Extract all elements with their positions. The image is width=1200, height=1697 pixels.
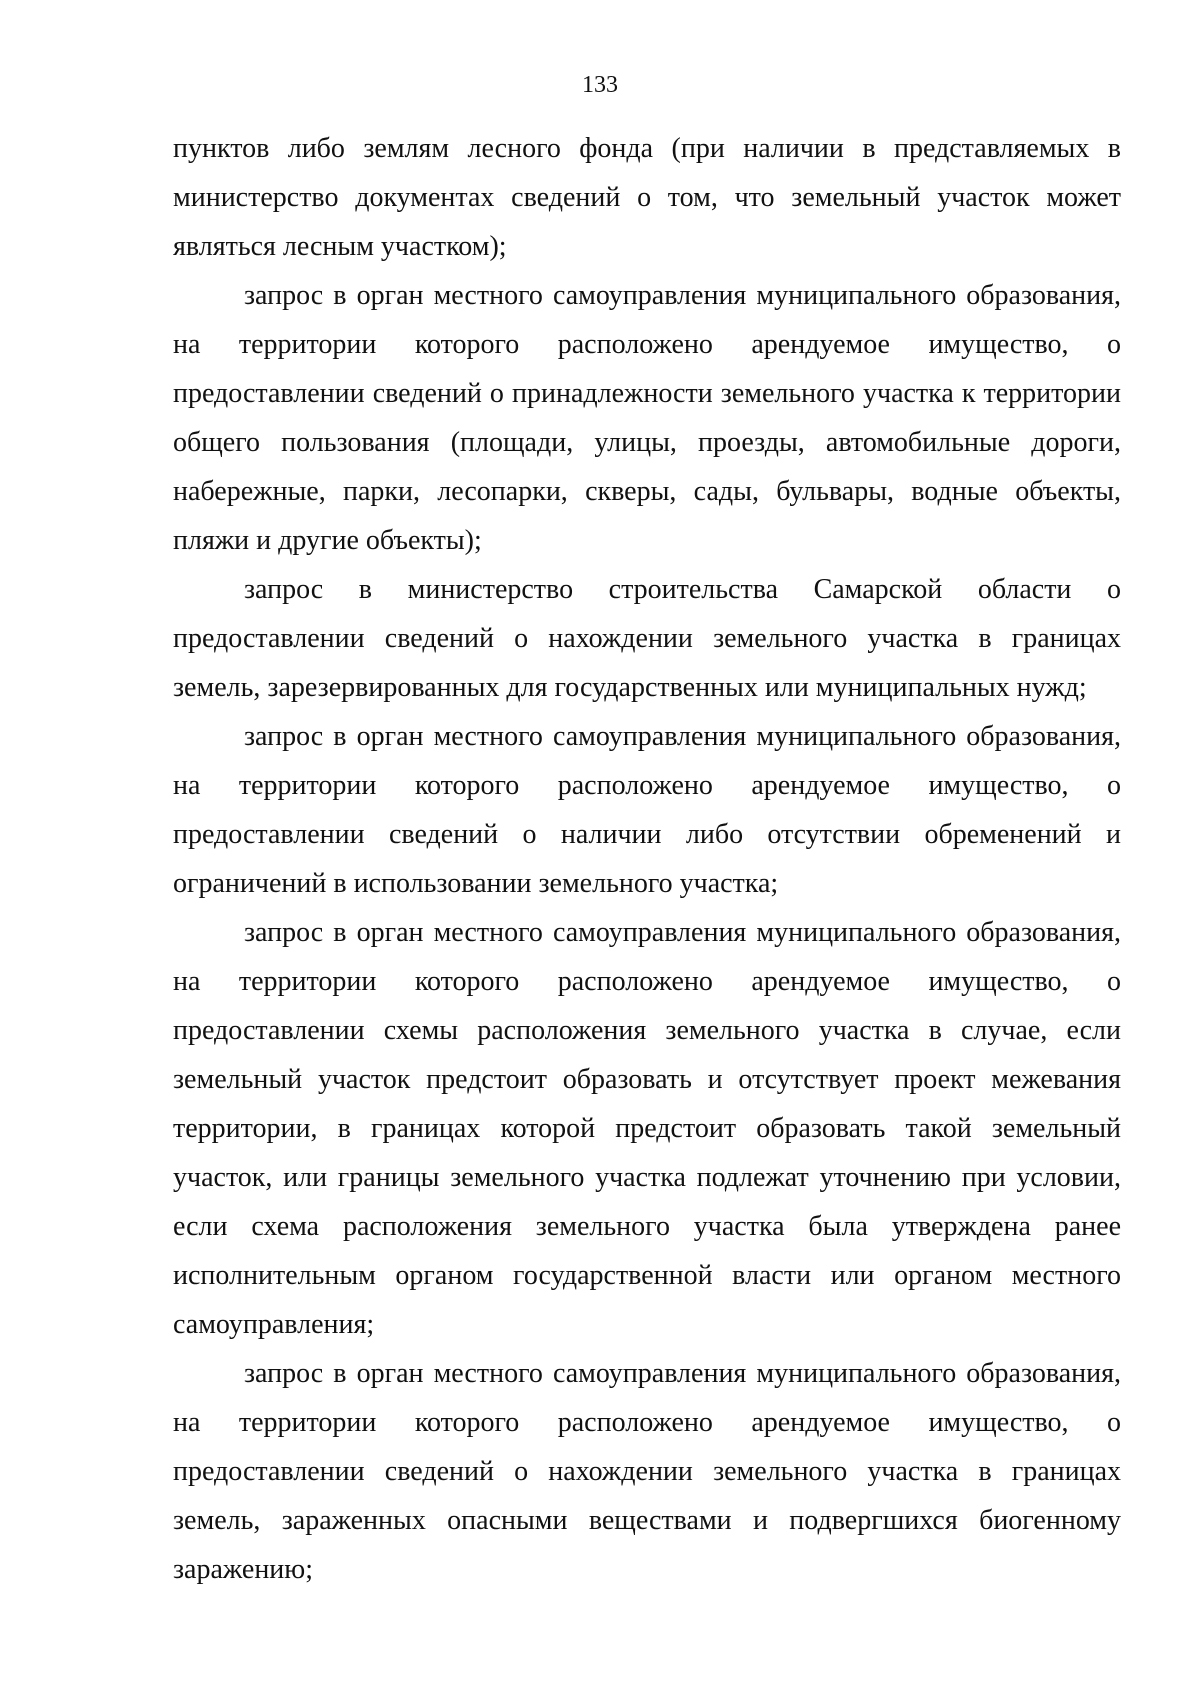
paragraph-2: запрос в орган местного самоуправления муниципального образования, на территории которого расположено арендуемое имущество, о предоставлении сведений о принадлежности земельного участка к территории общего пользования (площади, улицы, проезды, автомобильные дороги, набережные, парки, лесопарки, скверы, сады, бульвары, водные объекты, пляжи и другие объекты); <box>173 280 1121 556</box>
paragraph-5: запрос в орган местного самоуправления муниципального образования, на территории которого расположено арендуемое имущество, о предоставлении схемы расположения земельного участка в случае, если земельный участок предстоит образовать и отсутствует проект межевания территории, в границах которой предстоит образовать такой земельный участок, или границы земельного участка подлежат уточнению при условии, если схема расположения земельного участка была утверждена ранее исполнительным органом государственной власти или органом местного самоуправления; <box>173 917 1121 1340</box>
paragraph-6: запрос в орган местного самоуправления муниципального образования, на территории которого расположено арендуемое имущество, о предоставлении сведений о нахождении земельного участка в границах земель, зараженных опасными веществами и подвергшихся биогенному заражению; <box>173 1358 1121 1585</box>
paragraph-1: пунктов либо землям лесного фонда (при наличии в представляемых в министерство документах сведений о том, что земельный участок может являться лесным участком); <box>173 133 1121 262</box>
document-body <box>173 124 1121 1594</box>
paragraph-4: запрос в орган местного самоуправления муниципального образования, на территории которого расположено арендуемое имущество, о предоставлении сведений о наличии либо отсутствии обременений и ограничений в использовании земельного участка; <box>173 721 1121 899</box>
page-number: 133 <box>582 72 618 98</box>
paragraph-3: запрос в министерство строительства Самарской области о предоставлении сведений о нахождении земельного участка в границах земель, зарезервированных для государственных или муниципальных нужд; <box>173 574 1121 703</box>
